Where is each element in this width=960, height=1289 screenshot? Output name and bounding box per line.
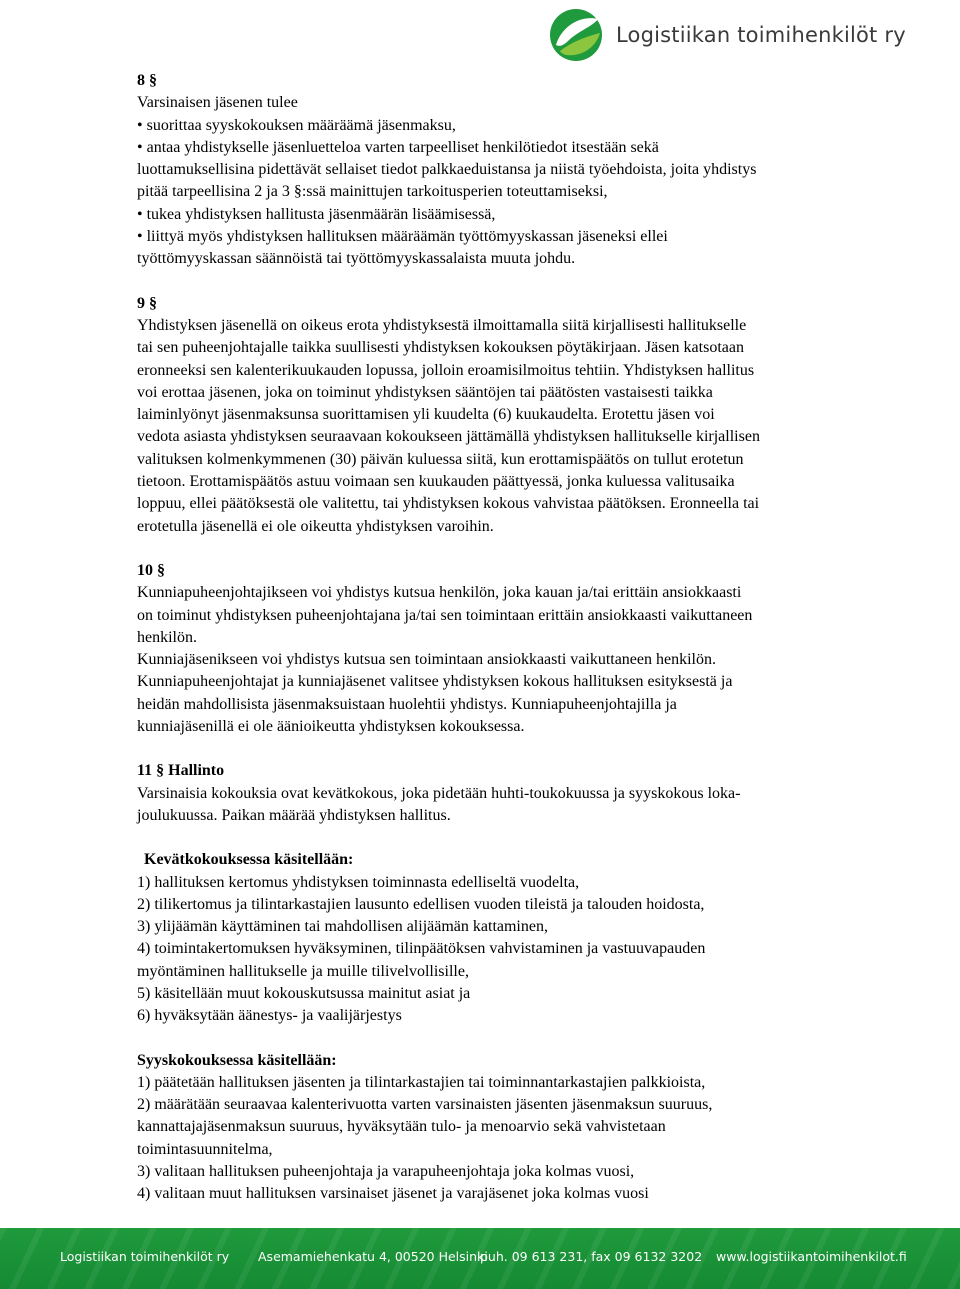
section-8-line: pitää tarpeellisina 2 ja 3 §:ssä mainittujen tarkoitusperien toteuttamiseksi, (137, 183, 608, 201)
section-10-title: 10 § (137, 561, 165, 579)
section-8-line: • antaa yhdistykselle jäsenluetteloa varten tarpeelliset henkilötiedot itsestään sekä (137, 138, 659, 156)
section-10-line: henkilön. (137, 628, 197, 646)
section-11-line: joulukuussa. Paikan määrää yhdistyksen hallitus. (137, 806, 451, 824)
section-10-line: kunniajäsenillä ei ole äänioikeutta yhdistyksen kokouksessa. (137, 718, 525, 736)
section-8-line: • liittyä myös yhdistyksen hallituksen määräämän työttömyyskassan jäseneksi ellei (137, 228, 668, 246)
spring-meeting-item: 5) käsitellään muut kokouskutsussa mainitut asiat ja (137, 984, 471, 1002)
document-body (137, 70, 897, 1206)
footer-phone: puh. 09 613 231, fax 09 6132 3202 (480, 1249, 703, 1264)
section-9-line: tietoon. Erottamispäätös astuu voimaan sen kuukauden päättyessä, jonka kuluessa valitusaika (137, 473, 735, 491)
footer-address: Asemamiehenkatu 4, 00520 Helsinki (258, 1249, 488, 1264)
section-9-title: 9 § (137, 294, 157, 312)
autumn-meeting-item: 2) määrätään seuraavaa kalenterivuotta varten varsinaisten jäsenten jäsenmaksun suuruus, (137, 1096, 713, 1114)
spring-meeting-item: myöntäminen hallitukselle ja muille tilivelvollisille, (137, 962, 469, 980)
section-10-line: Kunniapuheenjohtajikseen voi yhdistys kutsua henkilön, joka kauan ja/tai erittäin ansiokkaasti (137, 584, 742, 602)
spring-meeting-item: 6) hyväksytään äänestys- ja vaalijärjestys (137, 1007, 402, 1025)
section-9-line: valituksen kolmenkymmenen (30) päivän kuluessa siitä, kun erottamispäätös on tullut erotetun (137, 450, 744, 468)
autumn-meeting-item: 1) päätetään hallituksen jäsenten ja tilintarkastajien tai toiminnantarkastajien palkkioista, (137, 1073, 706, 1091)
spring-meeting-item: 2) tilikertomus ja tilintarkastajien lausunto edellisen vuoden tileistä ja talouden hoidosta, (137, 895, 705, 913)
autumn-meeting-item: kannattajajäsenmaksun suuruus, hyväksytään tulo- ja menoarvio sekä vahvistetaan (137, 1118, 666, 1136)
section-9-line: Yhdistyksen jäsenellä on oikeus erota yhdistyksestä ilmoittamalla siitä kirjallisesti hallitukselle (137, 316, 747, 334)
page-footer (0, 1228, 960, 1289)
autumn-meeting-item: 4) valitaan muut hallituksen varsinaiset jäsenet ja varajäsenet joka kolmas vuosi (137, 1185, 649, 1203)
spring-meeting-heading: Kevätkokouksessa käsitellään: (144, 851, 354, 869)
section-8-line: • suorittaa syyskokouksen määräämä jäsenmaksu, (137, 116, 456, 134)
section-9-line: tai sen puheenjohtajalle taikka suullisesti yhdistyksen kokouksen pöytäkirjaan. Jäsen katsotaan (137, 339, 744, 357)
autumn-meeting-heading: Syyskokouksessa käsitellään: (137, 1051, 337, 1069)
spring-meeting-item: 4) toimintakertomuksen hyväksyminen, tilinpäätöksen vahvistaminen ja vastuuvapauden (137, 940, 706, 958)
section-8-line: Varsinaisen jäsenen tulee (137, 94, 298, 112)
spring-meeting-item: 1) hallituksen kertomus yhdistyksen toiminnasta edelliseltä vuodelta, (137, 873, 580, 891)
section-9-line: loppuu, ellei päätöksestä ole valitettu, tai yhdistyksen kokous vahvistaa päätöksen. Eronneella tai (137, 495, 760, 513)
section-8-line: • tukea yhdistyksen hallitusta jäsenmäärän lisäämisessä, (137, 205, 496, 223)
section-11-title: 11 § Hallinto (137, 762, 225, 780)
section-9-line: erotetulla jäsenellä ei ole oikeutta yhdistyksen varoihin. (137, 517, 494, 535)
section-10-line: Kunniapuheenjohtajat ja kunniajäsenet valitsee yhdistyksen kokous hallituksen esityksestä ja (137, 673, 733, 691)
section-8-line: työttömyyskassan säännöistä tai työttömyyskassalaista muuta johdu. (137, 250, 576, 268)
org-logo (548, 5, 906, 65)
footer-org: Logistiikan toimihenkilöt ry (60, 1249, 230, 1264)
section-8-title: 8 § (137, 72, 157, 89)
footer-website-link[interactable]: www.logistiikantoimihenkilot.fi (716, 1249, 907, 1264)
section-9-line: vedota asiasta yhdistyksen seuraavaan kokoukseen jättämällä yhdistyksen hallitukselle kirjallisen (137, 428, 760, 446)
section-8-line: luottamuksellisina pidettävät sellaiset tiedot palkkaeduistansa ja niistä työehdoista, joita yhdistys (137, 161, 757, 179)
section-9-line: eronneeksi sen kalenterikuukauden lopussa, jolloin eroamisilmoitus tehtiin. Yhdistyksen hallitus (137, 361, 755, 379)
section-10-line: on toiminut yhdistyksen puheenjohtajana ja/tai sen toimintaan erittäin ansiokkaasti vaikuttaneen (137, 606, 753, 624)
spring-meeting-item: 3) ylijäämän käyttäminen tai mahdollisen alijäämän kattaminen, (137, 918, 548, 936)
section-10-line: heidän mahdollisista jäsenmaksuistaan huolehtii yhdistys. Kunniapuheenjohtajilla ja (137, 695, 677, 713)
section-9-line: voi erottaa jäsenen, joka on toiminut yhdistyksen sääntöjen tai päätösten vastaisesti taikka (137, 383, 713, 401)
org-name: Logistiikan toimihenkilöt ry (616, 23, 906, 47)
leaf-logo-icon (548, 7, 604, 63)
autumn-meeting-item: 3) valitaan hallituksen puheenjohtaja ja varapuheenjohtaja joka kolmas vuosi, (137, 1163, 635, 1181)
section-10-line: Kunniajäsenikseen voi yhdistys kutsua sen toimintaan ansiokkaasti vaikuttaneen henkilön. (137, 651, 716, 669)
section-9-line: laiminlyönyt jäsenmaksunsa suorittamisen yli kuudelta (6) kuukaudelta. Erotettu jäsen voi (137, 406, 715, 424)
section-11-line: Varsinaisia kokouksia ovat kevätkokous, joka pidetään huhti-toukokuussa ja syyskokous loka- (137, 784, 741, 802)
autumn-meeting-item: toimintasuunnitelma, (137, 1140, 273, 1158)
